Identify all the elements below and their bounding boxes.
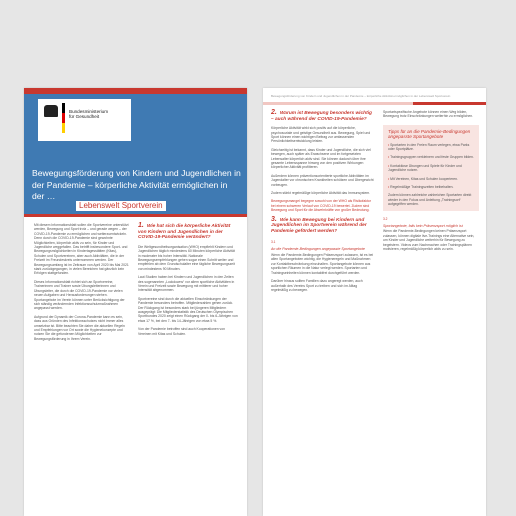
right-page — [263, 88, 486, 516]
tips-footer: Zudem können zahlreiche zahlreichen Sportarten direkt wieder in den Fokus und Anleitung „Trainingsort“ aufgegriffen werden. — [388, 193, 472, 207]
section2-paragraph: Gleichzeitig ist bekannt, dass Kinder und Jugendliche, die sich viel bewegen, auch später als Erwachsene und im fortgesetzten Lebensalter körperlich aktiv sind. Sie können dadurch über ihre gesamte Lebensspanne hinweg von den positiven Wirkungen körperlicher Aktivität profitieren. — [271, 147, 371, 170]
header-accent-bar — [413, 102, 486, 105]
left-page — [24, 88, 247, 516]
section2-heading: 2. Warum ist Bewegung besonders wichtig – auch während der COVID-19-Pandemie? — [271, 109, 372, 122]
ministry-name-line2: für Gesundheit — [69, 114, 100, 119]
intro-paragraph: Dieses Informationsblatt richtet sich an Sportvereine, Trainerinnen und Trainer sowie Übungsleiterinnen und Übungsleiter, die durch die COVID-19-Pandemie vor vielen neuen Aufgaben und Herausforderungen stehen. Sportangebote im Verein können unter Berücksichtigung der sich ständig verändernden Infektionsschutzmaßnahmen angepasst werden. — [34, 279, 125, 311]
tip-item: • Kontaktlose Übungen und Spiele für Kinder und Jugendliche nutzen. — [388, 163, 462, 173]
section2-paragraph: Körperliche Aktivität wirkt sich positiv auf die körperliche, psychosoziale und geistige Gesundheit aus. Bewegung, Spiel und Sport können einen wichtigen Beitrag zur umfassenden Persönlichkeitsentwicklung leisten. — [271, 126, 371, 144]
section1-column — [138, 223, 238, 336]
section2-note: Bewegungsmangel begegne sowohl von der WHO als Risikofaktor bei einem schweren Verlauf von COVID-19 bewertet. Zudem sind Bewegung und Sport für die Abwehrkräfte von großer Bedeutung. — [271, 199, 371, 213]
divider — [24, 214, 247, 217]
section3-paragraph: Darüber hinaus sollten Familien dazu angeregt werden, auch außerhalb des Vereins Sport zu treiben und sich im Alltag regelmäßig zu bewegen. — [271, 279, 363, 292]
section2-paragraph: Außerdem können präventionsorientierte sportliche Aktivitäten im Jugendalter vor chronischen Krankheiten schützen und Übergewicht vorbeugen. — [271, 173, 374, 187]
running-header: Bewegungsförderung von Kindern und Jugendlichen in der Pandemie – körperliche Aktivität ermöglichen in der Lebenswelt Sportverein — [271, 94, 451, 98]
sections-column — [271, 110, 375, 292]
side-paragraph: Sportartspezifische Angebote können einen Weg bilden, Bewegung trotz Einschränkungen weiterhin zu ermöglichen. — [383, 110, 474, 119]
section1-paragraph: Laut Studien haben bei Kindern und Jugendlichen in den Zeiten des sogenannten „Lockdowns“ vor allem sportliche Aktivitäten in Verein und Freizeit sowie Bewegung mit mittlerer und hoher Intensität abgenommen. — [138, 275, 235, 293]
tips-title: Tipps für an die Pandemie-Bedingungen angepasste Sportangebote — [388, 128, 471, 140]
federal-eagle-icon — [44, 105, 58, 117]
section3-heading: 3. Wie kann Bewegung bei Kindern und Jugendlichen im Sportverein während der Pandemie gefördert werden? — [271, 215, 367, 234]
section3-paragraph: Wenn die Pandemie-Bedingungen Präsenzsport zulassen, ist es bei allen Sportangeboten wichtig, die Hygieneregeln und Maßnahmen zur Kontaktbeschränkung einzuhalten. Sportangebote können aus sportlichen Räumen in die Natur verlegt werden. Sportarten und Trainingseinheiten können kontaktfrei durchgeführt werden. — [271, 253, 374, 275]
subsection-paragraph: Wenn die Pandemie-Bedingungen keinen Präsenzsport zulassen, können digitale live-Trainings eine Alternative sein, um Kinder und Jugendliche weiterhin für Bewegung zu begeistern. Videos zum Nachmachen oder Trainingsplänen motivieren, regelmäßig körperlich aktiv zu sein. — [383, 229, 475, 251]
tip-item: • Regelmäßige Trainingszeiten beibehalten. — [388, 185, 454, 190]
intro-paragraph: Aufgrund der Dynamik der Corona-Pandemie kann es sein, dass aus Gründen des Infektionsschutzes nicht immer alles umsetzbar ist. Bitte beachten Sie daher die aktuellen Regeln und Empfehlungen vor Ort sowie die Hygienekonzepte und nutzen Sie die gefundenen Möglichkeiten zur Bewegungsförderung in Ihrem Verein. — [34, 314, 125, 341]
subsection-title: Sportangebote, falls kein Präsenzsport möglich ist — [383, 223, 463, 228]
subsection-number: 3.2 — [383, 216, 388, 221]
tip-item: • Mit Vereinen, Kitas und Schulen kooperieren. — [388, 176, 458, 181]
side-column — [383, 110, 479, 251]
header-accent-bar — [24, 88, 247, 94]
tips-box — [383, 125, 479, 211]
intro-column — [34, 223, 130, 341]
section1-paragraph: Von der Pandemie betroffen sind auch Kooperationen von Vereinen mit Kitas und Schulen. — [138, 327, 226, 336]
section1-paragraph: Sportvereine sind durch die aktuellen Einschränkungen der Pandemie besonders betroffen. Mitgliederzahlen gehen zurück. Der Rückgang ist besonders stark bei jüngeren Mitgliedern ausgeprägt: Die Mitgliederstatistik des Deutschen Olympischen Sportbundes 2020 zeigt einen Rückgang der 0- bis 6-Jährigen von etwa 17 %, bei den 7- bis 14-Jährigen von etwa 5 %. — [138, 296, 238, 323]
section2-paragraph: Zudem stärkt regelmäßige körperliche Aktivität das Immunsystem. — [271, 191, 371, 196]
setting-tag: Lebenswelt Sportverein — [76, 201, 166, 211]
tip-item: • Sportarten in den Freien Raum verlegen, etwa Parks oder Sportplätze. — [388, 142, 470, 152]
page-title: Bewegungsförderung von Kindern und Jugendlichen in der Pandemie – körperliche Aktivität ermöglichen in der … — [32, 168, 241, 201]
subsection-title: An die Pandemie-Bedingungen angepasste Sportangebote — [271, 247, 365, 252]
flag-icon — [62, 103, 65, 133]
section1-paragraph: Die Weltgesundheitsorganisation (WHO) empfiehlt Kindern und Jugendlichen täglich mindestens 60 Minuten körperliche Aktivität in moderater bis hoher Intensität. Nationale Bewegungsempfehlungen gehen sogar einen Schritt weiter und empfehlen ab dem Grundschulalter eine tägliche Bewegungszeit von mindestens 90 Minuten. — [138, 244, 235, 271]
section1-heading: 1. Wie hat sich die körperliche Aktivität von Kindern und Jugendlichen in der COVID-19-Pandemie verändert? — [138, 222, 231, 241]
ministry-name-line1: Bundesministerium — [69, 109, 109, 114]
ministry-logo — [38, 99, 131, 141]
subsection-number: 3.1 — [271, 240, 276, 245]
tip-item: • Trainingsgruppen verkleinern und feste Gruppen bilden. — [388, 155, 474, 160]
intro-paragraph: Mit diesem Informationsblatt sollen die Sportvereine unterstützt werden, Bewegung und Sport trotz – und gerade wegen – der COVID-19-Pandemie zu ermöglichen und weiterzuentwickeln. Denn durch die COVID-19-Pandemie sind gewohnte Möglichkeiten, körperlich aktiv zu sein, für Kinder und Jugendliche weggefallen. Das betrifft insbesondere Sport- und Bewegungsmöglichkeiten in Kindertagesstätten (Kitas), Schulen und Sportvereinen, aber auch Aktivitäten, die in der Freizeit im Freundeskreis unternommen werden. Der Bewegungsumfang ist im Zeitraum von April 2020 bis Mai 2021 stark zurückgegangen, in vielen Bereichen hat gänzlich kein Erfolgen stattgefunden. — [34, 223, 129, 276]
